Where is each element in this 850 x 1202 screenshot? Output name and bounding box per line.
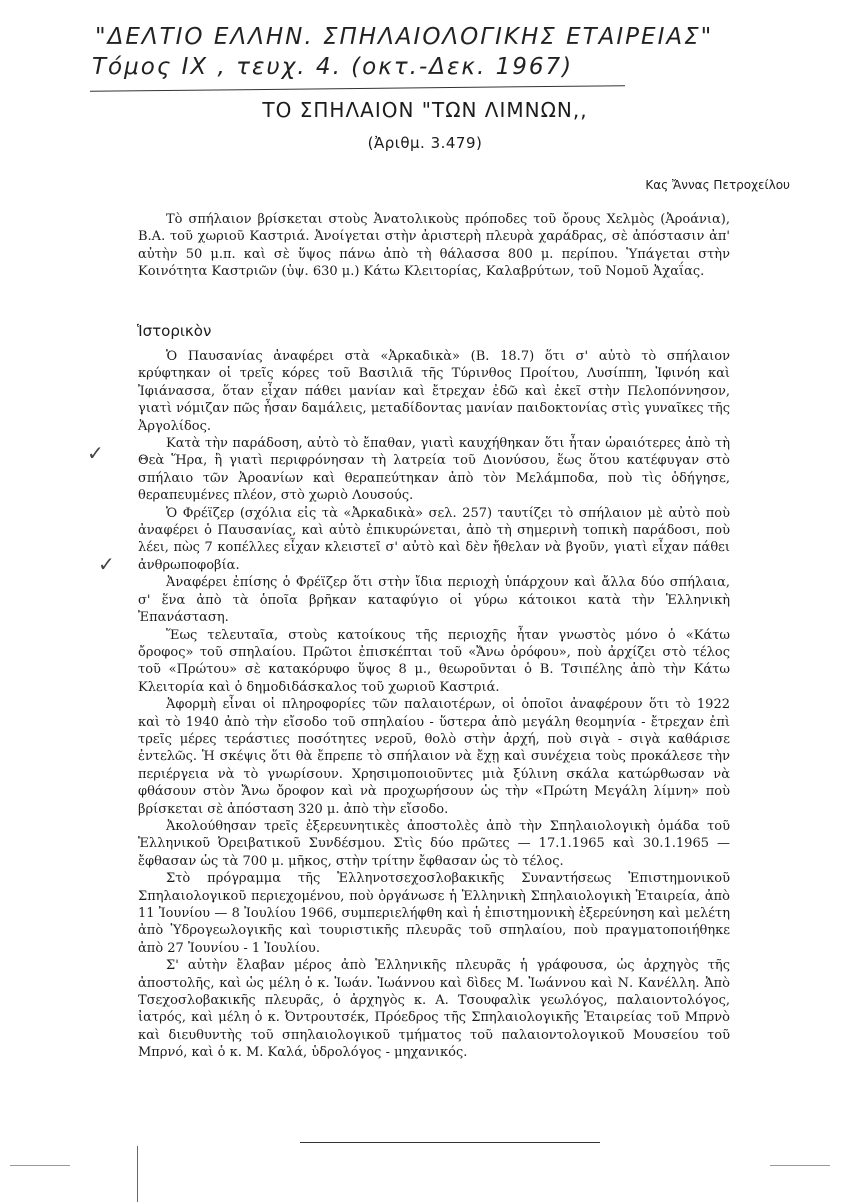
scan-edge-mark: [10, 1165, 70, 1166]
paragraph: Κατὰ τὴν παράδοση, αὐτὸ τὸ ἔπαθαν, γιατὶ καυχήθηκαν ὅτι ἦταν ὡραιότερες ἀπὸ τὴ Θεὰ Ἥρα, ἢ γιατὶ περιφρόνησαν τὴ λατρεία τοῦ Διονύσου, ἕως ὅτου κατέφυγαν στὸ σπήλαιο τῶν Ἀροανίων καὶ θεραπεύτηκαν ἀπὸ τὸν Μελάμποδα, ποὺ τὶς ὁδήγησε, θεραπευμένες πλέον, στὸ χωριὸ Λουσούς.: [138, 436, 730, 504]
section-heading: Ἱστορικὸν: [137, 322, 212, 340]
paragraph: Σ' αὐτὴν ἔλαβαν μέρος ἀπὸ Ἑλληνικῆς πλευρᾶς ἡ γράφουσα, ὡς ἀρχηγὸς τῆς ἀποστολῆς, καὶ ὡς μέλη ὁ κ. Ἰωάν. Ἰωάννου καὶ δὶδες Μ. Ἰωάννου καὶ Ν. Κανέλλη. Ἀπὸ Τσεχοσλοβακικῆς πλευρᾶς, ὁ ἀρχηγὸς κ. Α. Τσουφαλὶκ γεωλόγος, παλαιοντολόγος, ἰατρός, καὶ μέλη ὁ κ. Ὀντρουτσέκ, Πρόεδρος τῆς Σπηλαιολογικῆς Ἑταιρείας τοῦ Μπρνὸ καὶ διευθυντὴς τοῦ σπηλαιολογικοῦ τμήματος τοῦ παλαιοντολογικοῦ Μουσείου τοῦ Μπρνό, καὶ ὁ κ. Μ. Καλά, ὑδρολόγος - μηχανικός.: [138, 958, 730, 1061]
paragraph: Ὁ Φρέϊζερ (σχόλια εἰς τὰ «Ἀρκαδικὰ» σελ. 257) ταυτίζει τὸ σπήλαιον μὲ αὐτὸ ποὺ ἀναφέρει ὁ Παυσανίας, καὶ αὐτὸ ἐπικυρώνεται, ἀπὸ τὴ σημερινὴ τοπικὴ παράδοσι, ποὺ λέει, πὼς 7 κοπέλλες εἶχαν κλειστεῖ σ' αὐτὸ καὶ δὲν ἤθελαν νὰ βγοῦν, γιατὶ εἶχαν πάθει ἀνθρωποφοβία.: [138, 505, 730, 573]
handwritten-check-mark: ✓: [87, 441, 104, 465]
article-title: ΤΟ ΣΠΗΛΑΙΟΝ "ΤΩΝ ΛΙΜΝΩΝ,,: [262, 98, 588, 122]
article-author: Κας Ἄννας Πετροχείλου: [645, 178, 790, 192]
handwritten-underline-mark: [300, 1142, 600, 1143]
article-number: (Ἀριθμ. 3.479): [367, 134, 483, 152]
handwritten-underline: [90, 85, 625, 92]
paragraph: Ἀκολούθησαν τρεῖς ἐξερευνητικὲς ἀποστολὲς ἀπὸ τὴν Σπηλαιολογικὴ ὁμάδα τοῦ Ἑλληνικοῦ Ὀρειβατικοῦ Συνδέσμου. Στὶς δύο πρῶτες — 17.1.1965 καὶ 30.1.1965 — ἔφθασαν ὡς τὰ 700 μ. μῆκος, στὴν τρίτην ἔφθασαν ὡς τὸ τέλος.: [138, 818, 730, 869]
paragraph: Ὁ Παυσανίας ἀναφέρει στὰ «Ἀρκαδικὰ» (Β. 18.7) ὅτι σ' αὐτὸ τὸ σπήλαιον κρύφτηκαν οἱ τρεῖς κόρες τοῦ Βασιλιᾶ τῆς Τύρινθος Προίτου, Λυσίππη, Ἰφινόη καὶ Ἰφιάνασσα, ὅταν εἶχαν πάθει μανίαν καὶ ἔτρεχαν ἐδῶ καὶ ἐκεῖ στὴν Πελοπόννησον, γιατὶ νόμιζαν πῶς ἦσαν δαμάλεις, μεταδίδοντας μανίαν παιδοκτονίας στὶς γυναῖκες τῆς Ἀργολίδος.: [138, 349, 730, 434]
paragraph: Στὸ πρόγραμμα τῆς Ἑλληνοτσεχοσλοβακικῆς Συναντήσεως Ἐπιστημονικοῦ Σπηλαιολογικοῦ περιεχομένου, ποὺ ὀργάνωσε ἡ Ἑλληνικὴ Σπηλαιολογικὴ Ἑταιρεία, ἀπὸ 11 Ἰουνίου — 8 Ἰουλίου 1966, συμπεριελήφθη καὶ ἡ ἐπιστημονικὴ ἐξερεύνηση καὶ μελέτη ἀπὸ Ὑδρογεωλογικῆς καὶ τουριστικῆς πλευρᾶς τοῦ σπηλαίου, ποὺ πραγματοποιήθηκε ἀπὸ 27 Ἰουνίου - 1 Ἰουλίου.: [138, 871, 730, 956]
paragraph: Ἀναφέρει ἐπίσης ὁ Φρέϊζερ ὅτι στὴν ἴδια περιοχὴ ὑπάρχουν καὶ ἄλλα δύο σπήλαια, σ' ἕνα ἀπὸ τὰ ὁποῖα βρῆκαν καταφύγιο οἱ γύρω κάτοικοι κατὰ τὴν Ἑλληνικὴ Ἐπανάσταση.: [138, 575, 730, 626]
paragraph: Ἕως τελευταῖα, στοὺς κατοίκους τῆς περιοχῆς ἦταν γνωστὸς μόνο ὁ «Κάτω ὄροφος» τοῦ σπηλαίου. Πρῶτοι ἐπισκέπται τοῦ «Ἄνω ὀρόφου», ποὺ ἀρχίζει στὸ τέλος τοῦ «Πρώτου» σὲ κατακόρυφο ὕψος 8 μ., θεωροῦνται ὁ Β. Τσιπέλης ἀπὸ τὴν Κάτω Κλειτορία καὶ ὁ δημοδιδάσκαλος τοῦ χωριοῦ Καστριά.: [138, 627, 730, 695]
paragraph: Ἀφορμὴ εἶναι οἱ πληροφορίες τῶν παλαιοτέρων, οἱ ὁποῖοι ἀναφέρουν ὅτι τὸ 1922 καὶ τὸ 1940 ἀπὸ τὴν εἴσοδο τοῦ σπηλαίου - ὕστερα ἀπὸ μεγάλη θεομηνία - ἔτρεχαν ἐπὶ τρεῖς μέρες τεράστιες ποσότητες νεροῦ, θολὸ στὴν ἀρχή, ποὺ σιγὰ - σιγὰ καθάρισε ἐντελῶς. Ἡ σκέψις ὅτι θὰ ἔπρεπε τὸ σπήλαιον νὰ ἔχῃ καὶ συνέχεια τοὺς προκάλεσε τὴν περιέργεια νὰ τὸ γνωρίσουν. Χρησιμοποιοῦντες μιὰ ξύλινη σκάλα κατώρθωσαν νὰ φθάσουν στὸν Ἄνω ὄροφον καὶ νὰ προχωρήσουν ὡς τὴν «Πρώτη Μεγάλη λίμνη» ποὺ βρίσκεται σὲ ἀπόσταση 320 μ. ἀπὸ τὴν εἴσοδο.: [138, 697, 730, 817]
history-text-block: [138, 348, 730, 1062]
handwritten-journal-title: "ΔΕΛΤΙΟ ΕΛΛΗΝ. ΣΠΗΛΑΙΟΛΟΓΙΚΗΣ ΕΤΑΙΡΕΙΑΣ": [95, 24, 714, 50]
margin-line: [137, 1146, 138, 1202]
handwritten-volume-issue: Τόμος ΙΧ , τευχ. 4. (οκτ.-Δεκ. 1967): [92, 54, 574, 80]
handwritten-check-mark: ✓: [98, 552, 115, 576]
scan-edge-mark: [770, 1165, 830, 1166]
intro-paragraph-block: [138, 211, 730, 281]
intro-paragraph: Τὸ σπήλαιον βρίσκεται στοὺς Ἀνατολικοὺς πρόποδες τοῦ ὄρους Χελμὸς (Ἀροάνια), Β.Α. τοῦ χωριοῦ Καστριά. Ἀνοίγεται στὴν ἀριστερὴ πλευρὰ χαράδρας, σὲ ἀπόστασιν ἀπ' αὐτὴν 50 μ.π. καὶ σὲ ὕψος πάνω ἀπὸ τὴ θάλασσα 800 μ. περίπου. Ὑπάγεται στὴν Κοινότητα Καστριῶν (ὑψ. 630 μ.) Κάτω Κλειτορίας, Καλαβρύτων, τοῦ Νομοῦ Ἀχαΐας.: [138, 212, 730, 280]
